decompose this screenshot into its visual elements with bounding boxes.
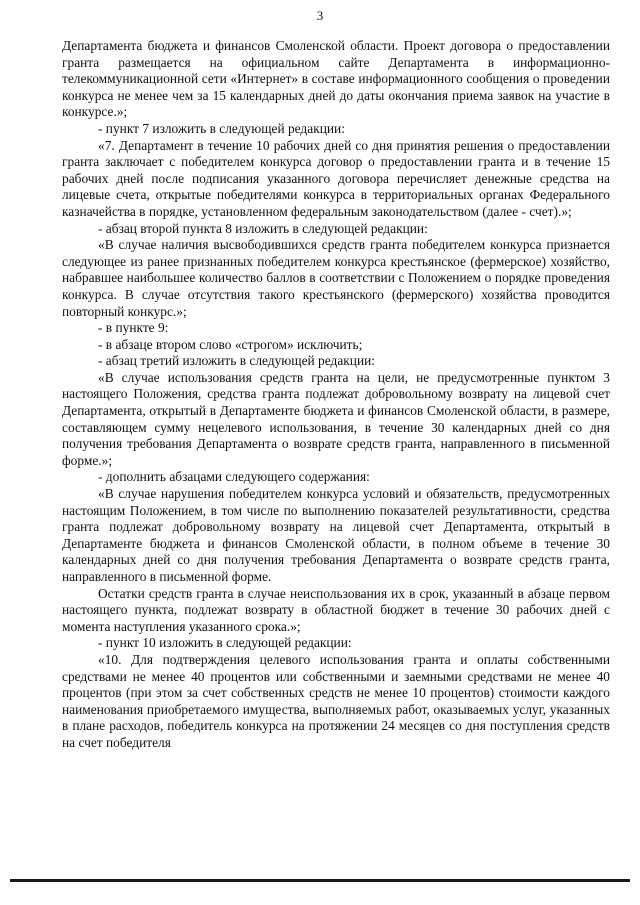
bottom-rule (10, 879, 630, 882)
paragraph: - в пункте 9: (98, 320, 169, 336)
paragraph: «7. Департамент в течение 10 рабочих дней со дня принятия решения о предоставлении гранта заключает с победителем конкурса договор о предоставлении гранта и в течение 15 рабочих дней после подписания указанного договора перечисляет денежные средства на лицевые счета, открытые победителями конкурса в территориальных органах Федерального казначейства в порядке, установленном федеральным законодательством (далее - счет).»; (62, 137, 610, 219)
paragraph: - пункт 10 изложить в следующей редакции: (98, 635, 352, 651)
paragraph: - пункт 7 изложить в следующей редакции: (98, 120, 345, 136)
paragraph: «В случае нарушения победителем конкурса условий и обязательств, предусмотренных настоящим Положением, в том числе по выполнению показателей результативности, средства гранта подлежат добровольному возврату на лицевой счет Департамента, открытый в Департаменте бюджета и финансов Смоленской области, в полном объеме в течение 30 календарных дней со дня получения требования Департамента о возврате средств гранта, направленного в письменной форме. (62, 486, 610, 584)
paragraph: Департамента бюджета и финансов Смоленской области. Проект договора о предоставлении гранта размещается на официальном сайте Департамента в информационно-телекоммуникационной сети «Интернет» в составе информационного сообщения о проведении конкурса не менее чем за 15 календарных дней до даты окончания приема заявок на участие в конкурсе.»; (62, 38, 610, 120)
paragraph: - в абзаце втором слово «строгом» исключить; (98, 336, 363, 352)
paragraph: Остатки средств гранта в случае неиспользования их в срок, указанный в абзаце первом настоящего пункта, подлежат возврату в областной бюджет в течение 30 рабочих дней с момента наступления указанного срока.»; (62, 585, 610, 634)
page-number: 3 (316, 8, 324, 23)
document-body (62, 38, 610, 752)
paragraph: - абзац третий изложить в следующей редакции: (98, 353, 376, 369)
paragraph: «В случае наличия высвободившихся средств гранта победителем конкурса признается следующее из ранее признанных победителем конкурса крестьянское (фермерское) хозяйство, набравшее наибольшее количество баллов в соответствии с Положением о порядке проведения конкурса. В случае отсутствия такого крестьянского (фермерского) хозяйства проводится повторный конкурс.»; (62, 237, 610, 319)
paragraph: «В случае использования средств гранта на цели, не предусмотренные пунктом 3 настоящего Положения, средства гранта подлежат добровольному возврату на лицевой счет Департамента, открытый в Департаменте бюджета и финансов Смоленской области, в размере, составляющем сумму нецелевого использования, в течение 30 календарных дней со дня получения требования Департамента о возврате средств гранта, направленного в письменной форме.»; (62, 369, 610, 468)
paragraph: - абзац второй пункта 8 изложить в следующей редакции: (98, 220, 428, 236)
paragraph: «10. Для подтверждения целевого использования гранта и оплаты собственными средствами не менее 40 процентов или собственными и заемными средствами не менее 40 процентов (при этом за счет собственных средств не менее 10 процентов) стоимости каждого наименования приобретаемого имущества, выполняемых работ, оказываемых услуг, указанных в плане расходов, победитель конкурса на протяжении 24 месяцев со дня поступления средств на счет победителя (62, 651, 610, 750)
paragraph: - дополнить абзацами следующего содержания: (98, 469, 370, 485)
